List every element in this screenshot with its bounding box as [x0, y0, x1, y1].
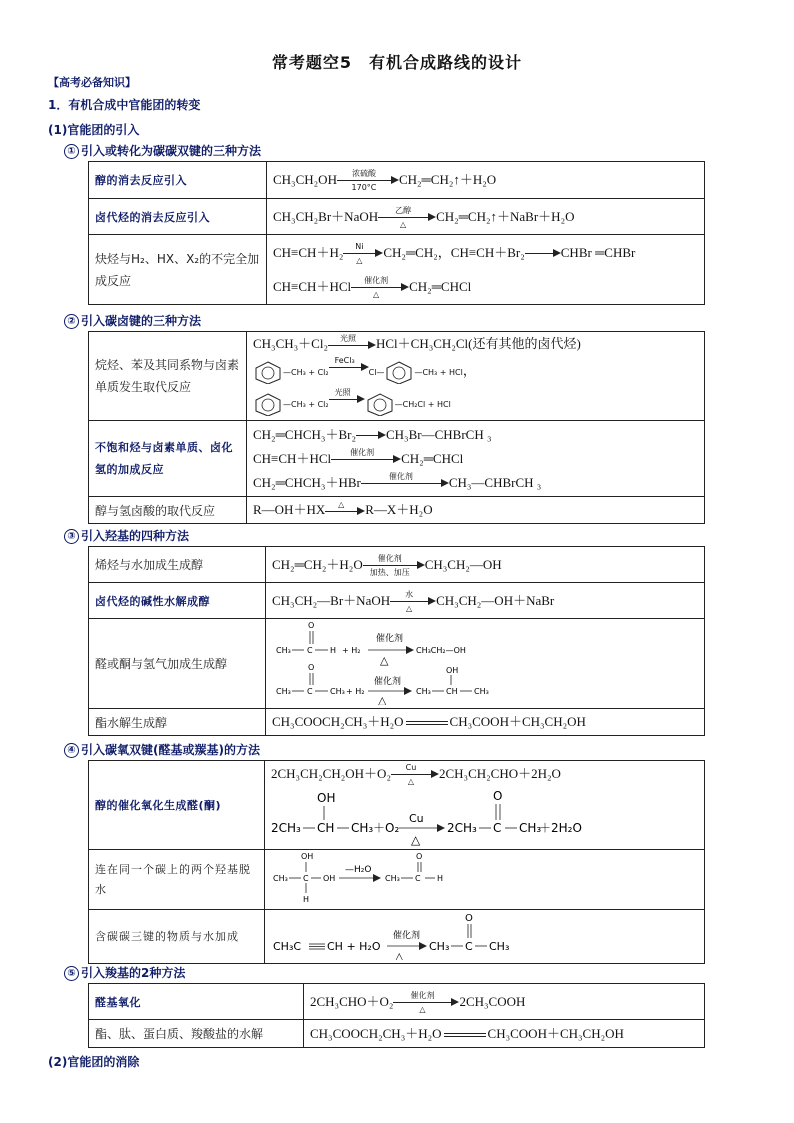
row-label: 醛或酮与氢气加成生成醇 — [89, 619, 266, 709]
carbonyl-reduction-structures — [270, 619, 700, 705]
equation-cell: 2CH₃CHO＋O₂ 催化剂 △ 2CH₃COOH — [304, 984, 705, 1020]
table-row — [89, 235, 705, 305]
table-row — [89, 497, 705, 524]
svg-text:H: H — [303, 895, 310, 904]
page-title: 常考题空5 有机合成路线的设计 — [271, 53, 523, 72]
table-row — [89, 547, 705, 583]
svg-text:CH₃: CH₃ — [385, 874, 400, 883]
equation-cell: CH₃CH₃＋Cl₂ 光照 HCl＋CH₃CH₂Cl(还有其他的卤代烃) —CH₃ + Cl₂ FeCl₃ Cl— —CH₃ + HCl， —CH₃ + Cl₂ 光照 —CH₂Cl + HCl — [247, 332, 705, 421]
benzene-ring-icon — [365, 392, 395, 416]
gem-diol-dehydration-structure — [269, 850, 699, 906]
svg-text:CH: CH — [317, 820, 335, 835]
svg-text:OH: OH — [323, 874, 336, 883]
table-row — [89, 761, 705, 850]
table-sub1 — [88, 161, 705, 305]
svg-text:CH₃: CH₃ — [519, 820, 542, 835]
sub4-label: 引入碳氧双键(醛基或羰基)的方法 — [81, 743, 260, 757]
svg-text:△: △ — [378, 694, 387, 705]
sub3-number: ③ — [64, 529, 79, 544]
row-label: 炔烃与H₂、HX、X₂的不完全加成反应 — [89, 235, 267, 305]
row-label: 醛基氧化 — [89, 984, 304, 1020]
svg-text:＋O₂: ＋O₂ — [373, 820, 400, 835]
row-label: 卤代烃的碱性水解成醇 — [89, 583, 266, 619]
svg-text:催化剂: 催化剂 — [374, 677, 402, 687]
benzene-ring-icon — [253, 360, 283, 384]
table-row — [89, 421, 705, 497]
sub2-heading — [64, 312, 201, 329]
table-row — [89, 910, 705, 964]
equation-cell: 2CH₃CH₂CH₂OH＋O₂ Cu △ 2CH₃CH₂CHO＋2H₂O 2CH₃ CH OH CH₃ ＋O₂ Cu △ 2CH₃ C O CH₃ ＋2H₂O — [265, 761, 705, 850]
row-label: 醇与氢卤酸的取代反应 — [89, 497, 247, 524]
svg-text:O: O — [416, 852, 423, 861]
sub2-number: ② — [64, 314, 79, 329]
svg-text:H: H — [437, 874, 444, 883]
sub1-number: ① — [64, 144, 79, 159]
svg-text:CH + H₂O: CH + H₂O — [327, 940, 381, 953]
table-row — [89, 984, 705, 1020]
row-label: 酯水解生成醇 — [89, 709, 266, 736]
svg-text:CH₃: CH₃ — [489, 940, 510, 953]
svg-text:+ H₂: + H₂ — [342, 646, 361, 655]
svg-text:CH₃: CH₃ — [276, 687, 291, 696]
svg-text:△: △ — [411, 832, 421, 846]
table-sub4 — [88, 760, 705, 964]
svg-text:△: △ — [380, 654, 389, 667]
svg-text:＋2H₂O: ＋2H₂O — [539, 820, 582, 835]
svg-text:H: H — [330, 646, 337, 655]
equation-cell — [266, 619, 705, 709]
svg-text:C: C — [307, 646, 313, 655]
equation-cell: CH₃COOCH₂CH₃＋H₂O CH₃COOH＋CH₃CH₂OH — [304, 1020, 705, 1048]
svg-text:△: △ — [395, 950, 404, 960]
row-label: 烯烃与水加成生成醇 — [89, 547, 266, 583]
sub4-heading — [64, 741, 260, 758]
table-sub3 — [88, 546, 705, 736]
table-row — [89, 583, 705, 619]
table-row — [89, 709, 705, 736]
svg-text:O: O — [465, 913, 473, 924]
svg-text:OH: OH — [446, 666, 459, 675]
equation-cell: CH₃CH₂—Br＋NaOH 水 △ CH₃CH₂—OH＋NaBr — [266, 583, 705, 619]
svg-text:CH₃C: CH₃C — [273, 940, 302, 953]
svg-text:O: O — [308, 621, 315, 630]
equation-cell: CH₃CH₂Br＋NaOH 乙醇 △ CH₂═CH₂↑＋NaBr＋H₂O — [267, 199, 705, 235]
row-label: 不饱和烃与卤素单质、卤化氢的加成反应 — [89, 421, 247, 497]
row-label: 含碳碳三键的物质与水加成 — [89, 910, 265, 964]
sub2-label: 引入碳卤键的三种方法 — [81, 314, 202, 328]
equation-cell: CH₃COOCH₂CH₃＋H₂O CH₃COOH＋CH₃CH₂OH — [266, 709, 705, 736]
svg-text:CH₃: CH₃ — [276, 646, 291, 655]
equation-cell: CH₃CH₂OH 浓硫酸 170°C CH₂═CH₂↑＋H₂O — [267, 162, 705, 199]
table-row — [89, 199, 705, 235]
svg-text:CH₃: CH₃ — [273, 874, 288, 883]
svg-text:OH: OH — [317, 790, 336, 805]
sub3-heading — [64, 527, 189, 544]
svg-text:2CH₃: 2CH₃ — [447, 820, 477, 835]
row-label: 酯、肽、蛋白质、羧酸盐的水解 — [89, 1020, 304, 1048]
svg-text:C: C — [493, 820, 502, 835]
table-row — [89, 1020, 705, 1048]
svg-text:CH₃CH₂—OH: CH₃CH₂—OH — [416, 646, 466, 655]
row-label: 连在同一个碳上的两个羟基脱水 — [89, 850, 265, 910]
equation-cell — [265, 850, 705, 910]
sub5-number: ⑤ — [64, 966, 79, 981]
row-label: 卤代烃的消去反应引入 — [89, 199, 267, 235]
header-note: 【高考必备知识】 — [48, 76, 136, 89]
svg-text:CH₃: CH₃ — [351, 820, 374, 835]
svg-text:C: C — [465, 940, 473, 953]
svg-text:2CH₃: 2CH₃ — [271, 820, 301, 835]
svg-text:催化剂: 催化剂 — [376, 634, 404, 644]
svg-text:CH₃: CH₃ — [429, 940, 450, 953]
alkyne-hydration-structure — [269, 910, 699, 960]
svg-text:Cu: Cu — [409, 811, 424, 825]
benzene-ring-icon — [253, 392, 283, 416]
sub5-heading — [64, 964, 185, 981]
sub3-label: 引入羟基的四种方法 — [81, 529, 190, 543]
svg-text:O: O — [493, 788, 503, 803]
sub4-number: ④ — [64, 743, 79, 758]
svg-text:+ H₂: + H₂ — [346, 687, 365, 696]
part-2-heading: (2)官能团的消除 — [48, 1055, 140, 1069]
svg-text:—H₂O: —H₂O — [345, 865, 372, 875]
part-1-heading: (1)官能团的引入 — [48, 123, 140, 137]
row-label: 醇的催化氧化生成醛(酮) — [89, 761, 265, 850]
section-1-heading: 1．有机合成中官能团的转变 — [48, 98, 201, 112]
alcohol-oxidation-structure — [269, 786, 699, 846]
table-row — [89, 619, 705, 709]
svg-text:CH₃: CH₃ — [330, 687, 345, 696]
svg-text:CH: CH — [446, 687, 458, 696]
svg-text:O: O — [308, 663, 315, 672]
equation-cell: R—OH＋HX △ R—X＋H₂O — [247, 497, 705, 524]
equation-cell: CH₂═CH₂＋H₂O 催化剂 加热、加压 CH₃CH₂—OH — [266, 547, 705, 583]
equation-cell — [265, 910, 705, 964]
equation-cell: CH₂═CHCH₃＋Br₂ CH₃Br—CHBrCH ₃ CH≡CH＋HCl 催化剂 CH₂═CHCl CH₂═CHCH₃＋HBr 催化剂 CH₃—CHBrCH ₃ — [247, 421, 705, 497]
equation-cell: CH≡CH＋H₂ Ni △ CH₂═CH₂，CH≡CH＋Br₂ CHBr ═CHBr CH≡CH＋HCl 催化剂 △ CH₂═CHCl — [267, 235, 705, 305]
svg-text:C: C — [415, 874, 421, 883]
row-label: 醇的消去反应引入 — [89, 162, 267, 199]
table-sub5 — [88, 983, 705, 1048]
sub1-heading — [64, 142, 261, 159]
table-sub2 — [88, 331, 705, 524]
sub1-label: 引入或转化为碳碳双键的三种方法 — [81, 144, 262, 158]
svg-text:C: C — [303, 874, 309, 883]
svg-text:催化剂: 催化剂 — [393, 931, 421, 941]
table-row — [89, 162, 705, 199]
svg-text:CH₃: CH₃ — [474, 687, 489, 696]
row-label: 烷烃、苯及其同系物与卤素单质发生取代反应 — [89, 332, 247, 421]
svg-text:C: C — [307, 687, 313, 696]
sub5-label: 引入羧基的2种方法 — [81, 966, 186, 980]
svg-text:CH₃: CH₃ — [416, 687, 431, 696]
benzene-ring-icon — [384, 360, 414, 384]
table-row — [89, 332, 705, 421]
svg-text:OH: OH — [301, 852, 314, 861]
table-row — [89, 850, 705, 910]
